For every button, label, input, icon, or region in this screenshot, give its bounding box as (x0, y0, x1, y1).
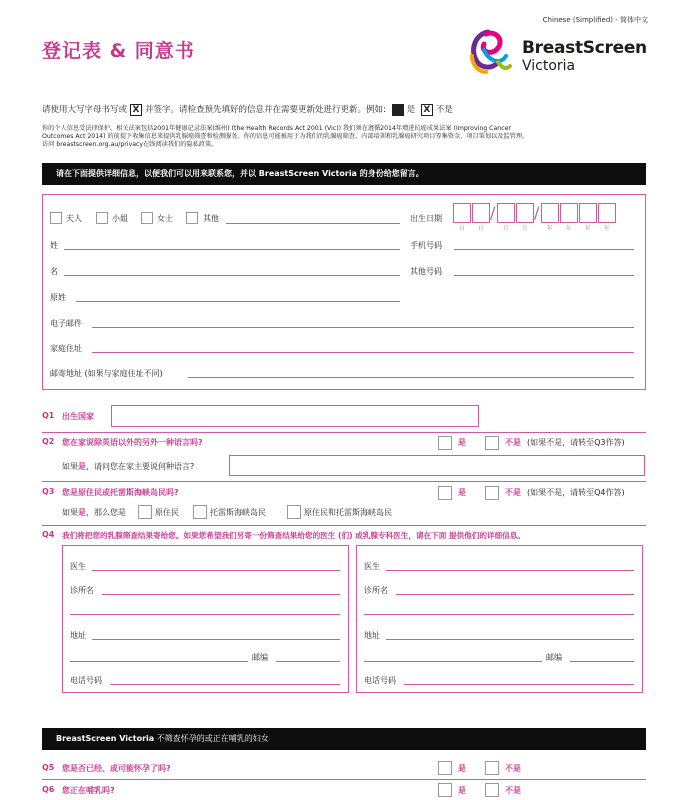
doctor-2-phone-label: 电话号码 (364, 676, 396, 685)
title-other-field[interactable] (226, 223, 400, 224)
q1-number: Q1 (42, 411, 55, 420)
instructions (42, 103, 453, 116)
other-phone-label: 其他号码 (410, 267, 442, 276)
doctor-2-address-label: 地址 (364, 631, 380, 640)
email-field[interactable] (92, 327, 634, 328)
dob-label: 出生日期 (410, 214, 442, 223)
dob-slash-1: / (490, 203, 496, 222)
doctor-2-clinic-label: 诊所名 (364, 586, 388, 595)
dob-part-label: 日 (459, 226, 465, 232)
doctor-1-postcode-label: 邮编 (252, 653, 268, 662)
breastscreen-logo-icon (466, 26, 522, 76)
dob-part-label: 年 (547, 226, 553, 232)
doctor-2-box (356, 545, 643, 693)
doctor-2-address-field[interactable] (386, 639, 634, 640)
privacy-notice (42, 125, 647, 149)
example-yes: 是 (406, 105, 416, 115)
logo-text-victoria: Victoria (522, 58, 576, 74)
doctor-1-name-field[interactable] (92, 570, 340, 571)
dob-slash-2: / (534, 203, 540, 222)
q5-text: 您是否已经、或可能怀孕了吗? (62, 764, 171, 773)
torres-strait-label: 托雷斯海峡岛民 (210, 508, 266, 517)
q3-note: (如果不是，请转至Q4作答) (527, 488, 625, 497)
doctor-1-postcode-field[interactable] (276, 661, 340, 662)
given-name-label: 名 (50, 267, 58, 276)
doctor-1-clinic-field-2[interactable] (70, 614, 340, 615)
both-checkbox[interactable] (287, 505, 301, 519)
q2-number: Q2 (42, 437, 55, 446)
q6-yes-checkbox[interactable] (438, 783, 452, 797)
q2-no-checkbox[interactable] (485, 436, 499, 450)
aboriginal-checkbox[interactable] (138, 505, 152, 519)
dob-month-1[interactable] (497, 203, 515, 223)
page-title: 登记表 & 同意书 (42, 40, 195, 62)
q3-followup (62, 507, 126, 518)
surname-field[interactable] (64, 249, 400, 250)
q3-followup-c: ，那么您是 (86, 508, 126, 517)
doctor-1-clinic-field[interactable] (102, 594, 340, 595)
q6-no-label: 不是 (505, 786, 521, 795)
instructions-text-2: 并签字。请检查预先填好的信息并在需要更新处进行更新。例如: (145, 105, 386, 115)
doctor-1-address-field[interactable] (92, 639, 340, 640)
q2-yes-checkbox[interactable] (438, 436, 452, 450)
dob-month-2[interactable] (516, 203, 534, 223)
q2-no-label: 不是 (505, 438, 521, 447)
dob-part-label: 月 (503, 226, 509, 232)
dob-part-label: 年 (566, 226, 572, 232)
doctor-2-address-field-2[interactable] (364, 661, 542, 662)
divider (42, 525, 646, 526)
postal-address-field[interactable] (188, 377, 634, 378)
q4-text: 我们将把您的乳腺筛查结果寄给您。如果您希望我们另寄一份筛查结果给您的医生 (们) 或乳腺专科医生，请在下面 提供他们的详细信息。 (62, 531, 525, 540)
dob-day-1[interactable] (453, 203, 471, 223)
divider (42, 779, 646, 780)
language-label: Chinese (Simplified) - 简体中文 (542, 16, 648, 24)
example-no: 不是 (435, 105, 453, 115)
maiden-name-label: 原姓 (50, 293, 66, 302)
section-pregnancy-bar-text: 不筛查怀孕的或正在哺乳的妇女 (154, 734, 269, 743)
divider (42, 432, 646, 433)
q3-followup-a: 如果 (62, 508, 78, 517)
title-other-checkbox[interactable] (186, 212, 198, 224)
q6-no-checkbox[interactable] (485, 783, 499, 797)
q3-yes-checkbox[interactable] (438, 486, 452, 500)
doctor-2-clinic-field-2[interactable] (364, 614, 634, 615)
q5-yes-label: 是 (458, 764, 466, 773)
dob-year-2[interactable] (560, 203, 578, 223)
mobile-field[interactable] (454, 249, 634, 250)
title-miss-label: 小姐 (112, 214, 128, 223)
dob-day-2[interactable] (472, 203, 490, 223)
q3-number: Q3 (42, 487, 55, 496)
divider (42, 481, 646, 482)
x-mark-icon: X (130, 104, 142, 116)
instructions-text-1: 请使用大写字母书写或 (42, 105, 128, 115)
section-pregnancy-bar (42, 728, 646, 750)
q3-followup-yes: 是 (78, 508, 86, 517)
both-label: 原住民和托雷斯海峡岛民 (304, 508, 392, 517)
doctor-1-clinic-label: 诊所名 (70, 586, 94, 595)
main-language-input[interactable] (229, 455, 645, 476)
q2-followup-a: 如果 (62, 462, 78, 471)
q6-number: Q6 (42, 785, 55, 794)
doctor-1-label: 医生 (70, 562, 86, 571)
q3-no-checkbox[interactable] (485, 486, 499, 500)
q4-number: Q4 (42, 530, 55, 539)
home-address-label: 家庭住址 (50, 344, 82, 353)
doctor-1-phone-field[interactable] (110, 684, 340, 685)
doctor-1-phone-label: 电话号码 (70, 676, 102, 685)
mobile-label: 手机号码 (410, 241, 442, 250)
q2-yes-label: 是 (458, 438, 466, 447)
q5-no-checkbox[interactable] (485, 761, 499, 775)
home-address-field[interactable] (92, 352, 634, 353)
doctor-1-address-field-2[interactable] (70, 661, 248, 662)
email-label: 电子邮件 (50, 319, 82, 328)
q2-followup-yes: 是 (78, 462, 86, 471)
q2-followup (62, 461, 194, 472)
q2-text: 您在家说除英语以外的另外一种语言吗? (62, 438, 203, 447)
surname-label: 姓 (50, 241, 58, 250)
maiden-name-field[interactable] (76, 301, 400, 302)
q2-followup-c: ，请问您在家主要说何种语言? (86, 462, 195, 471)
title-mrs-label: 夫人 (66, 214, 82, 223)
privacy-line-3: 访问 breastscreen.org.au/privacy在线阅读我们的隐私政策。 (42, 141, 218, 148)
other-phone-field[interactable] (454, 275, 634, 276)
given-name-field[interactable] (64, 275, 400, 276)
section-pregnancy-bar-brand: BreastScreen Victoria (56, 734, 155, 743)
title-other-label: 其他 (203, 214, 219, 223)
q1-text: 出生国家 (62, 412, 94, 421)
dob-part-label: 月 (522, 226, 528, 232)
title-mrs-checkbox[interactable] (50, 212, 62, 224)
torres-strait-checkbox[interactable] (193, 505, 207, 519)
postal-address-label: 邮寄地址 (如果与家庭住址不同) (50, 369, 163, 378)
dob-year-4[interactable] (598, 203, 616, 223)
country-of-birth-input[interactable] (111, 405, 479, 427)
doctor-2-label: 医生 (364, 562, 380, 571)
q5-number: Q5 (42, 763, 55, 772)
doctor-1-box (62, 545, 349, 693)
privacy-line-2: Outcomes Act 2014) 的前提下收集信息来提供乳腺癌筛查和检测服务。你的信息可能被用于为我们的乳腺癌筛查、内部培训和乳腺癌研究项目筹集资金、项目策划以及监管理。 (42, 133, 529, 140)
q6-text: 您正在哺乳吗? (62, 786, 115, 795)
section-contact-bar: 请在下面提供详细信息，以便我们可以用来联系您，并以 BreastScreen Victoria 的身份给您留言。 (42, 163, 646, 185)
scribble-example-icon (392, 104, 404, 116)
q3-text: 您是原住民或托雷斯海峡岛民吗? (62, 488, 179, 497)
q3-no-label: 不是 (505, 488, 521, 497)
doctor-2-phone-field[interactable] (404, 684, 634, 685)
doctor-2-name-field[interactable] (386, 570, 634, 571)
q6-yes-label: 是 (458, 786, 466, 795)
dob-year-1[interactable] (541, 203, 559, 223)
doctor-2-clinic-field[interactable] (396, 594, 634, 595)
title-ms-label: 女士 (157, 214, 173, 223)
doctor-1-address-label: 地址 (70, 631, 86, 640)
q3-yes-label: 是 (458, 488, 466, 497)
doctor-2-postcode-field[interactable] (570, 661, 634, 662)
logo-text-breastscreen: BreastScreen (522, 38, 647, 58)
q5-yes-checkbox[interactable] (438, 761, 452, 775)
dob-part-label: 日 (478, 226, 484, 232)
dob-year-3[interactable] (579, 203, 597, 223)
dob-part-label: 年 (585, 226, 591, 232)
title-miss-checkbox[interactable] (96, 212, 108, 224)
x-mark-example-icon: X (421, 104, 433, 116)
q2-note: (如果不是，请转至Q3作答) (527, 438, 625, 447)
q5-no-label: 不是 (505, 764, 521, 773)
aboriginal-label: 原住民 (155, 508, 179, 517)
title-ms-checkbox[interactable] (141, 212, 153, 224)
privacy-line-1: 你的个人信息受法律保护。相关法案包括2001年健康记录法案(维州) (the Health Records Act 2001 (Vic)) 我们须在遵循2014年增进抗癌成果法案 (Improving Cancer (42, 125, 511, 132)
dob-part-label: 年 (604, 226, 610, 232)
doctor-2-postcode-label: 邮编 (546, 653, 562, 662)
